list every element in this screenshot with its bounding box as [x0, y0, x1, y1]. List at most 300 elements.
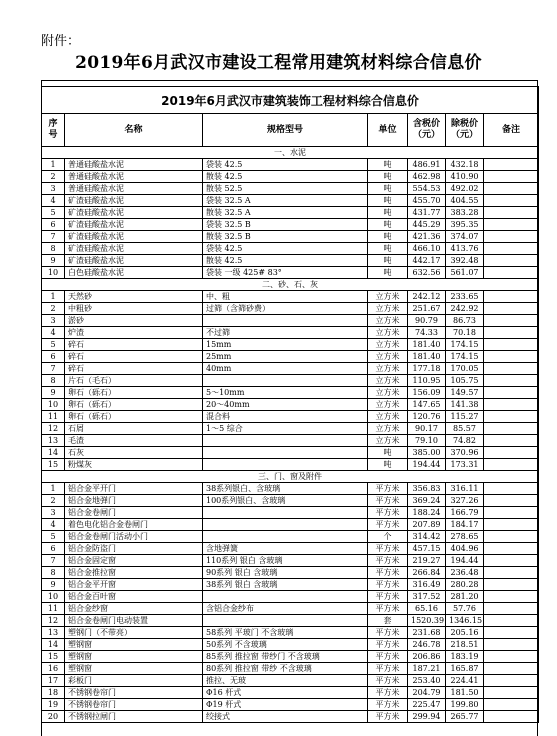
material-name: 卵石（砾石）	[65, 387, 203, 399]
material-spec: Φ16 杆式	[203, 687, 368, 699]
table-row	[42, 531, 539, 543]
row-number: 8	[42, 243, 65, 255]
table-row	[42, 615, 539, 627]
material-name: 铝合金平开门	[65, 483, 203, 495]
row-number: 3	[42, 507, 65, 519]
document-title: 2019年6月武汉市建设工程常用建筑材料综合信息价	[75, 53, 482, 73]
row-number: 5	[42, 531, 65, 543]
material-name: 铝合金百叶窗	[65, 591, 203, 603]
row-note	[484, 411, 539, 423]
row-number: 5	[42, 339, 65, 351]
material-name: 普通硅酸盐水泥	[65, 183, 203, 195]
price-with-tax: 65.16	[408, 603, 446, 615]
price-without-tax: 199.80	[446, 699, 484, 711]
material-name: 矿渣硅酸盐水泥	[65, 231, 203, 243]
material-spec: 散装 32.5 A	[203, 207, 368, 219]
table-row	[42, 687, 539, 699]
section-title: 三、门、窗及附件	[42, 471, 539, 483]
material-unit: 平方米	[368, 483, 408, 495]
table-row	[42, 423, 539, 435]
row-note	[484, 255, 539, 267]
material-unit: 吨	[368, 459, 408, 471]
material-unit: 吨	[368, 195, 408, 207]
price-without-tax: 236.48	[446, 567, 484, 579]
header-price-notax: 除税价（元）	[446, 114, 484, 147]
price-without-tax: 181.50	[446, 687, 484, 699]
price-with-tax: 156.09	[408, 387, 446, 399]
price-with-tax: 242.12	[408, 291, 446, 303]
material-unit: 吨	[368, 219, 408, 231]
row-note	[484, 675, 539, 687]
material-spec: 含地弹簧	[203, 543, 368, 555]
price-without-tax: 105.75	[446, 375, 484, 387]
material-name: 淤砂	[65, 315, 203, 327]
material-spec	[203, 507, 368, 519]
row-number: 6	[42, 351, 65, 363]
row-note	[484, 687, 539, 699]
table-row	[42, 387, 539, 399]
price-with-tax: 251.67	[408, 303, 446, 315]
row-note	[484, 399, 539, 411]
table-row	[42, 255, 539, 267]
material-unit: 平方米	[368, 591, 408, 603]
row-note	[484, 543, 539, 555]
material-unit: 立方米	[368, 291, 408, 303]
price-with-tax: 187.21	[408, 663, 446, 675]
material-spec: 袋装 一级 425# 83°	[203, 267, 368, 279]
price-with-tax: 266.84	[408, 567, 446, 579]
row-note	[484, 303, 539, 315]
price-without-tax: 265.77	[446, 711, 484, 723]
material-name: 矿渣硅酸盐水泥	[65, 207, 203, 219]
price-with-tax: 466.10	[408, 243, 446, 255]
price-with-tax: 1520.39	[408, 615, 446, 627]
row-number: 12	[42, 615, 65, 627]
row-note	[484, 495, 539, 507]
price-with-tax: 445.29	[408, 219, 446, 231]
material-unit: 平方米	[368, 627, 408, 639]
material-spec: 5～10mm	[203, 387, 368, 399]
price-without-tax: 141.38	[446, 399, 484, 411]
material-unit: 平方米	[368, 507, 408, 519]
material-unit: 平方米	[368, 555, 408, 567]
material-spec	[203, 435, 368, 447]
price-with-tax: 225.47	[408, 699, 446, 711]
price-without-tax: 166.79	[446, 507, 484, 519]
table-row	[42, 231, 539, 243]
price-with-tax: 486.91	[408, 159, 446, 171]
price-without-tax: 280.28	[446, 579, 484, 591]
table-title: 2019年6月武汉市建筑装饰工程材料综合信息价	[42, 87, 539, 114]
material-unit: 吨	[368, 159, 408, 171]
row-number: 1	[42, 159, 65, 171]
price-without-tax: 383.28	[446, 207, 484, 219]
material-name: 白色硅酸盐水泥	[65, 267, 203, 279]
price-without-tax: 370.96	[446, 447, 484, 459]
row-number: 4	[42, 327, 65, 339]
row-number: 18	[42, 687, 65, 699]
material-name: 卵石（砾石）	[65, 399, 203, 411]
price-with-tax: 246.78	[408, 639, 446, 651]
price-without-tax: 174.15	[446, 351, 484, 363]
row-note	[484, 663, 539, 675]
row-number: 4	[42, 195, 65, 207]
table-row	[42, 555, 539, 567]
row-number: 7	[42, 231, 65, 243]
row-number: 2	[42, 495, 65, 507]
table-row	[42, 363, 539, 375]
price-with-tax: 204.79	[408, 687, 446, 699]
row-number: 8	[42, 567, 65, 579]
price-with-tax: 554.53	[408, 183, 446, 195]
table-row	[42, 327, 539, 339]
row-number: 20	[42, 711, 65, 723]
price-without-tax: 492.02	[446, 183, 484, 195]
material-name: 铝合金平开窗	[65, 579, 203, 591]
price-with-tax: 316.49	[408, 579, 446, 591]
table-row	[42, 399, 539, 411]
table-row	[42, 351, 539, 363]
attachment-label: 附件：	[41, 34, 81, 49]
table-row	[42, 675, 539, 687]
material-spec: 散装 42.5	[203, 171, 368, 183]
price-with-tax: 369.24	[408, 495, 446, 507]
material-spec	[203, 315, 368, 327]
table-row	[42, 447, 539, 459]
row-note	[484, 327, 539, 339]
material-unit: 平方米	[368, 651, 408, 663]
material-spec: 不过筛	[203, 327, 368, 339]
row-note	[484, 651, 539, 663]
row-note	[484, 363, 539, 375]
price-without-tax: 404.55	[446, 195, 484, 207]
price-without-tax: 57.76	[446, 603, 484, 615]
material-unit: 立方米	[368, 375, 408, 387]
material-spec	[203, 375, 368, 387]
section-header	[42, 279, 539, 291]
row-note	[484, 243, 539, 255]
price-with-tax: 219.27	[408, 555, 446, 567]
price-with-tax: 177.18	[408, 363, 446, 375]
price-with-tax: 442.17	[408, 255, 446, 267]
material-name: 碎石	[65, 339, 203, 351]
table-row	[42, 699, 539, 711]
material-spec: 散装 32.5 B	[203, 231, 368, 243]
row-number: 19	[42, 699, 65, 711]
material-unit: 立方米	[368, 363, 408, 375]
material-name: 铝合金防盗门	[65, 543, 203, 555]
material-name: 矿渣硅酸盐水泥	[65, 243, 203, 255]
material-unit: 吨	[368, 183, 408, 195]
material-name: 石灰	[65, 447, 203, 459]
material-name: 塑钢窗	[65, 639, 203, 651]
row-note	[484, 459, 539, 471]
material-spec	[203, 519, 368, 531]
row-number: 2	[42, 303, 65, 315]
price-with-tax: 356.83	[408, 483, 446, 495]
table-row	[42, 291, 539, 303]
row-number: 12	[42, 423, 65, 435]
price-without-tax: 395.35	[446, 219, 484, 231]
material-unit: 平方米	[368, 495, 408, 507]
material-name: 塑钢窗	[65, 663, 203, 675]
material-unit: 吨	[368, 207, 408, 219]
row-note	[484, 195, 539, 207]
table-row	[42, 243, 539, 255]
material-name: 彩板门	[65, 675, 203, 687]
material-unit: 平方米	[368, 543, 408, 555]
price-with-tax: 194.44	[408, 459, 446, 471]
price-with-tax: 90.17	[408, 423, 446, 435]
price-without-tax: 194.44	[446, 555, 484, 567]
material-unit: 个	[368, 531, 408, 543]
price-with-tax: 74.33	[408, 327, 446, 339]
price-without-tax: 74.82	[446, 435, 484, 447]
material-unit: 立方米	[368, 303, 408, 315]
price-without-tax: 327.26	[446, 495, 484, 507]
material-name: 天然砂	[65, 291, 203, 303]
material-spec: 38系列银白、含玻璃	[203, 483, 368, 495]
material-name: 粉煤灰	[65, 459, 203, 471]
material-spec	[203, 459, 368, 471]
price-with-tax: 206.86	[408, 651, 446, 663]
row-note	[484, 159, 539, 171]
row-number: 2	[42, 171, 65, 183]
row-note	[484, 483, 539, 495]
price-with-tax: 385.00	[408, 447, 446, 459]
price-without-tax: 561.07	[446, 267, 484, 279]
price-with-tax: 79.10	[408, 435, 446, 447]
price-without-tax: 183.19	[446, 651, 484, 663]
table-row	[42, 171, 539, 183]
material-name: 铝合金纱窗	[65, 603, 203, 615]
material-unit: 吨	[368, 171, 408, 183]
row-note	[484, 315, 539, 327]
table-row	[42, 651, 539, 663]
row-note	[484, 219, 539, 231]
price-without-tax: 86.73	[446, 315, 484, 327]
row-note	[484, 267, 539, 279]
material-unit: 吨	[368, 231, 408, 243]
price-without-tax: 278.65	[446, 531, 484, 543]
row-note	[484, 291, 539, 303]
material-unit: 吨	[368, 267, 408, 279]
row-number: 16	[42, 663, 65, 675]
price-without-tax: 149.57	[446, 387, 484, 399]
row-number: 15	[42, 459, 65, 471]
row-note	[484, 591, 539, 603]
material-unit: 平方米	[368, 567, 408, 579]
material-spec: 过筛（含筛砂费）	[203, 303, 368, 315]
material-unit: 平方米	[368, 675, 408, 687]
price-without-tax: 410.90	[446, 171, 484, 183]
header-name: 名称	[65, 114, 203, 147]
price-without-tax: 85.57	[446, 423, 484, 435]
material-unit: 平方米	[368, 603, 408, 615]
price-with-tax: 314.42	[408, 531, 446, 543]
material-name: 铝合金地弹门	[65, 495, 203, 507]
table-row	[42, 159, 539, 171]
row-number: 13	[42, 627, 65, 639]
row-note	[484, 375, 539, 387]
section-title: 一、水泥	[42, 147, 539, 159]
material-unit: 平方米	[368, 687, 408, 699]
row-note	[484, 339, 539, 351]
material-name: 普通硅酸盐水泥	[65, 171, 203, 183]
price-without-tax: 432.18	[446, 159, 484, 171]
price-without-tax: 413.76	[446, 243, 484, 255]
price-with-tax: 120.76	[408, 411, 446, 423]
material-name: 片石（毛石）	[65, 375, 203, 387]
material-spec: 15mm	[203, 339, 368, 351]
material-name: 铝合金卷闸门电动装置	[65, 615, 203, 627]
row-number: 15	[42, 651, 65, 663]
table-row	[42, 183, 539, 195]
material-spec	[203, 447, 368, 459]
header-no: 序号	[42, 114, 65, 147]
material-spec: 混合料	[203, 411, 368, 423]
price-without-tax: 165.87	[446, 663, 484, 675]
material-name: 铝合金推拉窗	[65, 567, 203, 579]
row-number: 11	[42, 411, 65, 423]
material-spec: 58系列 平玻门 不含玻璃	[203, 627, 368, 639]
row-note	[484, 555, 539, 567]
material-unit: 吨	[368, 447, 408, 459]
material-spec: 1～5 综合	[203, 423, 368, 435]
row-number: 10	[42, 267, 65, 279]
row-note	[484, 531, 539, 543]
material-unit: 立方米	[368, 339, 408, 351]
row-note	[484, 639, 539, 651]
table-row	[42, 207, 539, 219]
row-note	[484, 171, 539, 183]
price-with-tax: 632.56	[408, 267, 446, 279]
table-row	[42, 219, 539, 231]
table-row	[42, 663, 539, 675]
row-number: 7	[42, 555, 65, 567]
price-without-tax: 1346.15	[446, 615, 484, 627]
material-spec: 绞接式	[203, 711, 368, 723]
row-number: 17	[42, 675, 65, 687]
row-number: 7	[42, 363, 65, 375]
material-spec: 袋装 42.5	[203, 159, 368, 171]
material-name: 炉渣	[65, 327, 203, 339]
price-with-tax: 147.65	[408, 399, 446, 411]
material-spec: 推拉、无玻	[203, 675, 368, 687]
material-unit: 平方米	[368, 711, 408, 723]
material-name: 碎石	[65, 363, 203, 375]
price-with-tax: 317.52	[408, 591, 446, 603]
row-number: 3	[42, 183, 65, 195]
material-name: 矿渣硅酸盐水泥	[65, 195, 203, 207]
row-note	[484, 567, 539, 579]
material-spec: Φ19 杆式	[203, 699, 368, 711]
row-number: 10	[42, 399, 65, 411]
material-unit: 立方米	[368, 423, 408, 435]
row-note	[484, 447, 539, 459]
row-note	[484, 699, 539, 711]
section-header	[42, 471, 539, 483]
row-number: 14	[42, 639, 65, 651]
material-spec: 80系列 推拉窗 带纱 不含玻璃	[203, 663, 368, 675]
price-with-tax: 299.94	[408, 711, 446, 723]
row-note	[484, 519, 539, 531]
material-name: 毛渣	[65, 435, 203, 447]
header-spec: 规格型号	[203, 114, 368, 147]
row-number: 8	[42, 375, 65, 387]
table-row	[42, 543, 539, 555]
row-note	[484, 423, 539, 435]
price-with-tax: 110.95	[408, 375, 446, 387]
price-without-tax: 173.31	[446, 459, 484, 471]
material-name: 不锈钢卷帘门	[65, 687, 203, 699]
material-name: 卵石（砾石）	[65, 411, 203, 423]
header-unit: 单位	[368, 114, 408, 147]
price-without-tax: 392.48	[446, 255, 484, 267]
table-row	[42, 711, 539, 723]
price-without-tax: 374.07	[446, 231, 484, 243]
material-unit: 平方米	[368, 639, 408, 651]
material-unit: 吨	[368, 255, 408, 267]
price-without-tax: 224.41	[446, 675, 484, 687]
price-with-tax: 431.77	[408, 207, 446, 219]
table-row	[42, 519, 539, 531]
material-spec: 袋装 42.5	[203, 243, 368, 255]
price-with-tax: 188.24	[408, 507, 446, 519]
material-name: 矿渣硅酸盐水泥	[65, 255, 203, 267]
row-note	[484, 507, 539, 519]
table-row	[42, 339, 539, 351]
material-name: 铝合金卷闸门活动小门	[65, 531, 203, 543]
material-spec	[203, 591, 368, 603]
table-row	[42, 639, 539, 651]
material-spec: 85系列 推拉窗 带纱门 不含玻璃	[203, 651, 368, 663]
price-without-tax: 233.65	[446, 291, 484, 303]
price-without-tax: 404.96	[446, 543, 484, 555]
header-price-tax: 含税价（元）	[408, 114, 446, 147]
row-number: 9	[42, 387, 65, 399]
table-row	[42, 567, 539, 579]
price-without-tax: 218.51	[446, 639, 484, 651]
material-unit: 立方米	[368, 387, 408, 399]
row-note	[484, 231, 539, 243]
table-row	[42, 579, 539, 591]
material-unit: 平方米	[368, 579, 408, 591]
material-spec: 38系列 银白 含玻璃	[203, 579, 368, 591]
price-with-tax: 457.15	[408, 543, 446, 555]
material-name: 铝合金固定窗	[65, 555, 203, 567]
table-row	[42, 591, 539, 603]
material-spec: 50系列 不含玻璃	[203, 639, 368, 651]
table-row	[42, 495, 539, 507]
table-row	[42, 507, 539, 519]
row-number: 9	[42, 255, 65, 267]
material-name: 塑钢窗	[65, 651, 203, 663]
table-row	[42, 483, 539, 495]
row-number: 1	[42, 291, 65, 303]
material-name: 着色电化铝合金卷闸门	[65, 519, 203, 531]
price-with-tax: 253.40	[408, 675, 446, 687]
row-note	[484, 711, 539, 723]
material-unit: 平方米	[368, 663, 408, 675]
price-without-tax: 170.05	[446, 363, 484, 375]
material-name: 不锈钢卷帘门	[65, 699, 203, 711]
material-unit: 立方米	[368, 351, 408, 363]
material-unit: 平方米	[368, 519, 408, 531]
table-row	[42, 303, 539, 315]
price-with-tax: 462.98	[408, 171, 446, 183]
row-number: 11	[42, 603, 65, 615]
